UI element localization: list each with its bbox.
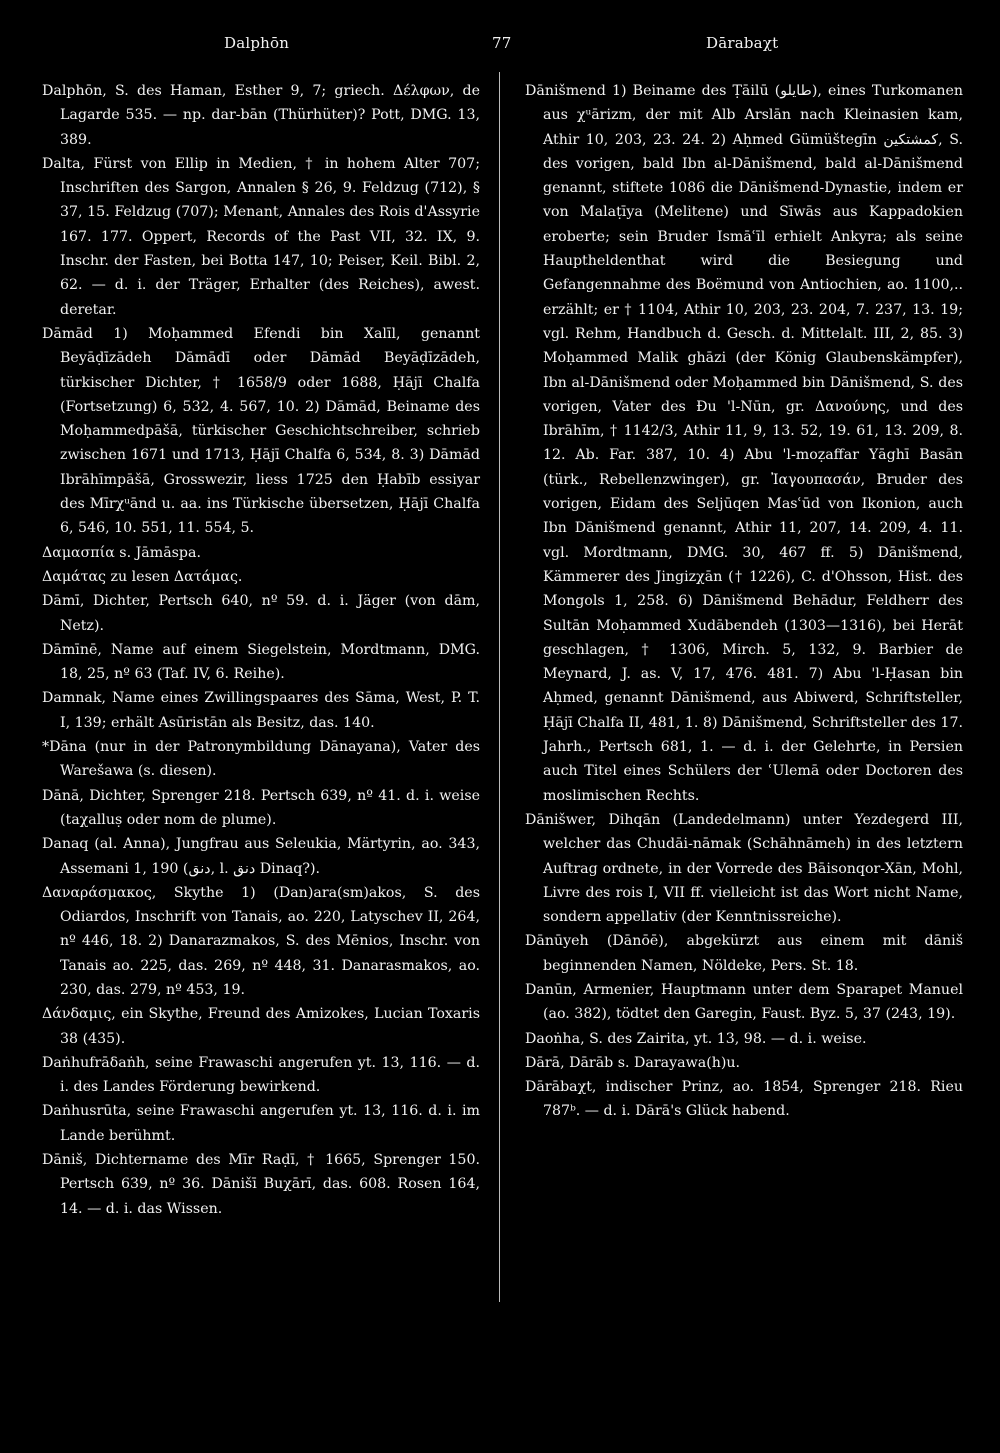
- entry-danun: Danūn, Armenier, Hauptmann unter dem Sparapet Manuel (ao. 382), tödtet den Garegin, Faust. Byz. 5, 37 (243, 19).: [525, 981, 963, 1023]
- right-column: [525, 79, 963, 1124]
- entry-danhusruta: Daṅhusrūta, seine Frawaschi angerufen yt. 13, 116. d. i. im Lande berühmt.: [42, 1103, 480, 1144]
- entry-dami: Dāmī, Dichter, Pertsch 640, nº 59. d. i. Jäger (von dām, Netz).: [42, 593, 480, 634]
- page-header: [0, 34, 1000, 60]
- entry-dalphon: Dalphōn, S. des Haman, Esther 9, 7; griech. Δέλφων, de Lagarde 535. — np. dar-bān (Thürhüter)? Pott, DMG. 13, 389.: [42, 83, 480, 148]
- entry-damaspia: Δαμασπία s. Jāmāspa.: [42, 544, 201, 561]
- left-column: [42, 79, 480, 1221]
- entry-danuyeh: Dānūyeh (Dānōē), abgekürzt aus einem mit dāniš beginnenden Namen, Nöldeke, Pers. St. 18.: [525, 933, 963, 974]
- entry-danarasmakos: Δαναράσμακος, Skythe 1) (Dan)ara(sm)akos, S. des Odiardos, Inschrift von Tanais, ao. 220, Latyschev II, 264, nº 446, 18. 2) Danarazmakos, S. des Mēnios, Inschr. von Tanais ao. 225, das. 269, nº 448, 31. Danarasmakos, ao. 230, das. 279, nº 453, 19.: [42, 884, 480, 998]
- entry-darabaxt: Dārābaχt, indischer Prinz, ao. 1854, Sprenger 218. Rieu 787ᵇ. — d. i. Dārā's Glück habend.: [525, 1079, 963, 1120]
- entry-danis: Dāniš, Dichtername des Mīr Raḍī, † 1665, Sprenger 150. Pertsch 639, nº 36. Dānišī Buχārī, das. 608. Rosen 164, 14. — d. i. das Wissen.: [42, 1152, 480, 1217]
- column-divider: [499, 72, 500, 1302]
- running-head-right: Dārabaχt: [706, 34, 779, 52]
- entry-daniswer: Dānišwer, Dihqān (Landedelmann) unter Yezdegerd III, welcher das Chudāi-nāmak (Schāhnāmeh) in des letztern Auftrag ordnete, in der Vorrede des Bāisonqor-Xān, Mohl, Livre des rois I, VII ff. vielleicht ist das Wort nicht Name, sondern appellativ (der Kenntnissreiche).: [525, 811, 963, 926]
- entry-danhufradanh: Daṅhufrāδaṅh, seine Frawaschi angerufen yt. 13, 116. — d. i. des Landes Förderung bewirkend.: [42, 1054, 480, 1096]
- page-number: 77: [492, 34, 512, 52]
- entry-dana: *Dāna (nur in der Patronymbildung Dānayana), Vater des Warešawa (s. diesen).: [42, 739, 480, 780]
- entry-damatas: Δαμάτας zu lesen Δατάμας.: [42, 568, 243, 585]
- entry-danaq: Danaq (al. Anna), Jungfrau aus Seleukia, Märtyrin, ao. 343, Assemani 1, 190 (دنق, l. دنق Dinaq?).: [42, 836, 480, 877]
- entry-daonha: Daoṅha, S. des Zairita, yt. 13, 98. — d. i. weise.: [525, 1030, 867, 1047]
- entry-dana-dichter: Dānā, Dichter, Sprenger 218. Pertsch 639, nº 41. d. i. weise (taχalluṣ oder nom de plume).: [42, 787, 480, 828]
- running-head-left: Dalphōn: [224, 34, 290, 52]
- entry-damnak: Damnak, Name eines Zwillingspaares des Sāma, West, P. T. I, 139; erhält Asūristān als Besitz, das. 140.: [42, 690, 480, 731]
- entry-danismend: Dānišmend 1) Beiname des Ṭāilū (طايلو), eines Turkomanen aus χᵘārizm, der mit Alb Arslān nach Kleinasien kam, Athir 10, 203, 23. 24. 2) Aḥmed Gümüštegīn كمشتكين, S. des vorigen, bald Ibn al-Dānišmend, bald al-Dānišmend genannt, stiftete 1086 die Dānišmend-Dynastie, indem er von Malaṭīya (Melitene) und Sīwās aus Kappadokien eroberte; sein Bruder Ismāʿīl erhielt Ankyra; als seine Hauptheldenthat wird die Besiegung und Gefangennahme des Boëmund von Antiochien, ao. 1100,.. erzählt; er † 1104, Athir 10, 203, 23. 204, 7. 237, 13. 19; vgl. Rehm, Handbuch d. Gesch. d. Mittelalt. III, 2, 85. 3) Moḥammed Malik ghāzi (der König Glaubenskämpfer), Ibn al-Dānišmend oder Moḥammed bin Dānišmend, S. des vorigen, Vater des Ðu 'l-Nūn, gr. Δανούνης, und des Ibrāhīm, † 1142/3, Athir 11, 9, 13. 52, 19. 61, 13. 209, 8. 12. Ab. Far. 387, 10. 4) Abu 'l-moẓaffar Yāghī Basān (türk., Rebellenzwinger), gr. Ἰαγουπασάν, Bruder des vorigen, Eidam des Seljūqen Masʿūd von Ikonion, auch Ibn Dānišmend genannt, Athir 11, 207, 14. 209, 4. 11. vgl. Mordtmann, DMG. 30, 467 ff. 5) Dānišmend, Kämmerer des Jingizχān († 1226), C. d'Ohsson, Hist. des Mongols 1, 258. 6) Dānišmend Behādur, Feldherr des Sultān Moḥammed Xudābendeh (1303—1316), bei Herāt geschlagen, † 1306, Mirch. 5, 132, 9. Barbier de Meynard, J. as. V, 17, 476. 481. 7) Abu 'l-Ḥasan bin Aḥmed, genannt Dānišmend, aus Abiwerd, Schriftsteller, Ḥājī Chalfa II, 481, 1. 8) Dānišmend, Schriftsteller des 17. Jahrh., Pertsch 681, 1. — d. i. der Gelehrte, in Persien auch Titel eines Schülers der ʿUlemā oder Doctoren des moslimischen Rechts.: [525, 83, 963, 804]
- entry-damad: Dāmād 1) Moḥammed Efendi bin Xalīl, genannt Beyāḍīzādeh Dāmādī oder Dāmād Beyāḍīzādeh, türkischer Dichter, † 1658/9 oder 1688, Ḥājī Chalfa (Fortsetzung) 6, 532, 4. 567, 10. 2) Dāmād, Beiname des Moḥammedpāšā, türkischer Geschichtschreiber, schrieb zwischen 1671 und 1713, Ḥājī Chalfa 6, 534, 8. 3) Dāmād Ibrāhīmpāšā, Grosswezir, liess 1725 den Ḥabīb essiyar des Mīrχᵘānd u. aa. ins Türkische übersetzen, Ḥājī Chalfa 6, 546, 10. 551, 11. 554, 5.: [42, 325, 480, 537]
- entry-dandamis: Δάνδαμις, ein Skythe, Freund des Amizokes, Lucian Toxaris 38 (435).: [42, 1006, 480, 1047]
- entry-dalta: Dalta, Fürst von Ellip in Medien, † in hohem Alter 707; Inschriften des Sargon, Annalen § 26, 9. Feldzug (712), § 37, 15. Feldzug (707); Menant, Annales des Rois d'Assyrie 167. 177. Oppert, Records of the Past VII, 32. IX, 9. Inschr. der Fasten, bei Botta 147, 10; Peiser, Keil. Bibl. 2, 62. — d. i. der Träger, Erhalter (des Reiches), awest. deretar.: [42, 155, 480, 318]
- entry-damine: Dāmīnē, Name auf einem Siegelstein, Mordtmann, DMG. 18, 25, nº 63 (Taf. IV, 6. Reihe).: [42, 641, 480, 683]
- entry-dara: Dārā, Dārāb s. Darayawa(h)u.: [525, 1054, 741, 1071]
